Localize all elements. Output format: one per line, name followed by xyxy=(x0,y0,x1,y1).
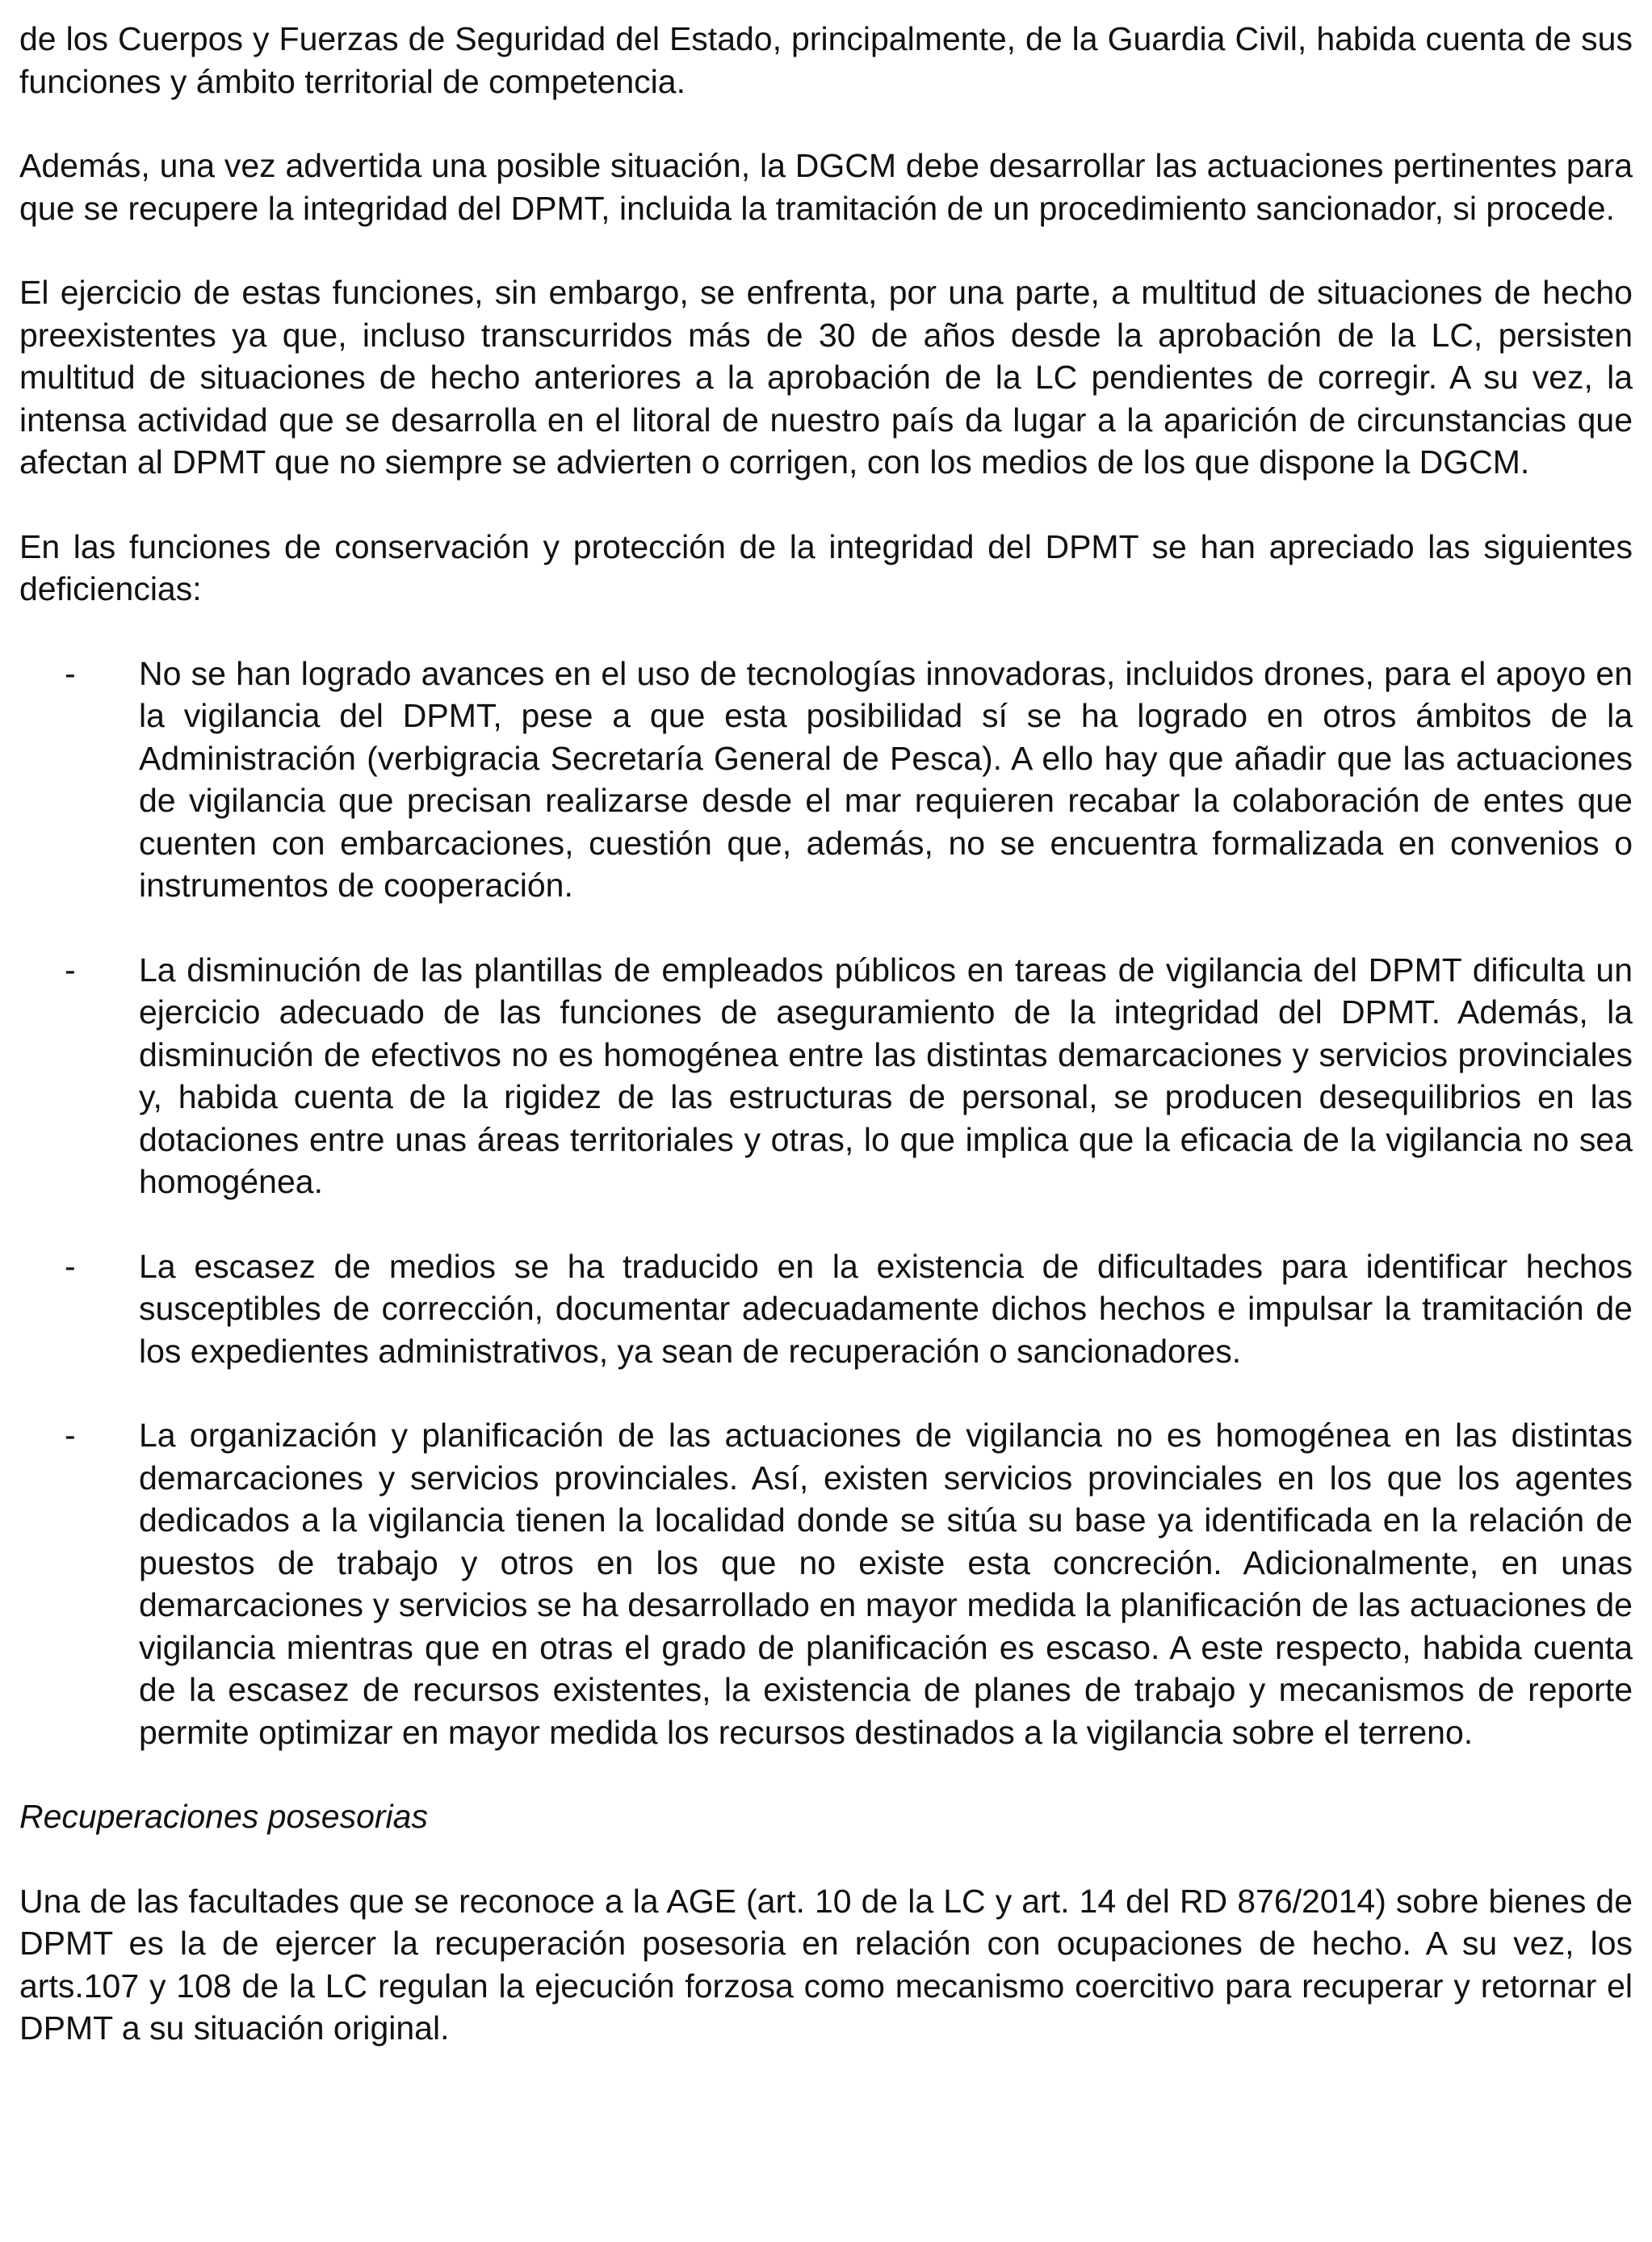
dash-bullet: - xyxy=(65,1247,76,1285)
paragraph-spacer xyxy=(19,1753,1633,1795)
paragraph-deficiencias-intro: En las funciones de conservación y protección de la integridad del DPMT se han apreciado las siguientes deficiencias: xyxy=(19,527,1633,607)
dash-bullet: - xyxy=(65,951,76,989)
list-spacer xyxy=(19,1372,1633,1414)
paragraph-guardia-civil: de los Cuerpos y Fuerzas de Seguridad del Estado, principalmente, de la Guardia Civil, habida cuenta de sus funciones y ámbito territorial de competencia. xyxy=(19,20,1633,100)
list-item-escasez-medios xyxy=(19,1245,1633,1373)
deficiencies-list xyxy=(19,653,1633,1754)
paragraph-recuperacion-posesoria: Una de las facultades que se reconoce a la AGE (art. 10 de la LC y art. 14 del RD 876/2014) sobre bienes de DPMT es la de ejercer la recuperación posesoria en relación con ocupaciones de hecho. A su vez, los arts.107 y 108 de la LC regulan la ejecución forzosa como mecanismo coercitivo para recuperar y retornar el DPMT a su situación original. xyxy=(19,1882,1633,2047)
paragraph-spacer xyxy=(19,484,1633,526)
list-item-tecnologias xyxy=(19,653,1633,907)
paragraph-dgcm-actuaciones: Además, una vez advertida una posible situación, la DGCM debe desarrollar las actuaciones pertinentes para que se recupere la integridad del DPMT, incluida la tramitación de un procedimiento sancionador, si procede. xyxy=(19,147,1633,227)
list-item-text: No se han logrado avances en el uso de tecnologías innovadoras, incluidos drones, para el apoyo en la vigilancia del DPMT, pese a que esta posibilidad sí se ha logrado en otros ámbitos de la Administración (verbigracia Secretaría General de Pesca). A ello hay que añadir que las actuaciones de vigilancia que precisan realizarse desde el mar requieren recabar la colaboración de entes que cuenten con embarcaciones, cuestión que, además, no se encuentra formalizada en convenios o instrumentos de cooperación. xyxy=(139,654,1633,904)
paragraph-spacer xyxy=(19,103,1633,145)
paragraph-spacer xyxy=(19,611,1633,653)
paragraph-spacer xyxy=(19,1838,1633,1880)
list-spacer xyxy=(19,1203,1633,1245)
list-item-text: La escasez de medios se ha traducido en la existencia de dificultades para identificar hechos susceptibles de corrección, documentar adecuadamente dichos hechos e impulsar la tramitación de los expedientes administrativos, ya sean de recuperación o sancionadores. xyxy=(139,1247,1633,1370)
list-item-organizacion xyxy=(19,1414,1633,1753)
list-spacer xyxy=(19,907,1633,949)
paragraph-ejercicio-funciones: El ejercicio de estas funciones, sin embargo, se enfrenta, por una parte, a multitud de situaciones de hecho preexistentes ya que, incluso transcurridos más de 30 de años desde la aprobación de la LC, persisten multitud de situaciones de hecho anteriores a la aprobación de la LC pendientes de corregir. A su vez, la intensa actividad que se desarrolla en el litoral de nuestro país da lugar a la aparición de circunstancias que afectan al DPMT que no siempre se advierten o corrigen, con los medios de los que dispone la DGCM. xyxy=(19,274,1633,481)
paragraph-spacer xyxy=(19,229,1633,271)
section-heading: Recuperaciones posesorias xyxy=(19,1798,428,1835)
dash-bullet: - xyxy=(65,1417,76,1454)
list-item-plantillas xyxy=(19,949,1633,1203)
document-page xyxy=(19,18,1633,2050)
dash-bullet: - xyxy=(65,654,76,692)
list-item-text: La disminución de las plantillas de empleados públicos en tareas de vigilancia del DPMT dificulta un ejercicio adecuado de las funciones de aseguramiento de la integridad del DPMT. Además, la disminución de efectivos no es homogénea entre las distintas demarcaciones y servicios provinciales y, habida cuenta de la rigidez de las estructuras de personal, se producen desequilibrios en las dotaciones entre unas áreas territoriales y otras, lo que implica que la eficacia de la vigilancia no sea homogénea. xyxy=(139,951,1633,1200)
list-item-text: La organización y planificación de las actuaciones de vigilancia no es homogénea en las distintas demarcaciones y servicios provinciales. Así, existen servicios provinciales en los que los agentes dedicados a la vigilancia tienen la localidad donde se sitúa su base ya identificada en la relación de puestos de trabajo y otros en los que no existe esta concreción. Adicionalmente, en unas demarcaciones y servicios se ha desarrollado en mayor medida la planificación de las actuaciones de vigilancia mientras que en otras el grado de planificación es escaso. A este respecto, habida cuenta de la escasez de recursos existentes, la existencia de planes de trabajo y mecanismos de reporte permite optimizar en mayor medida los recursos destinados a la vigilancia sobre el terreno. xyxy=(139,1417,1633,1751)
